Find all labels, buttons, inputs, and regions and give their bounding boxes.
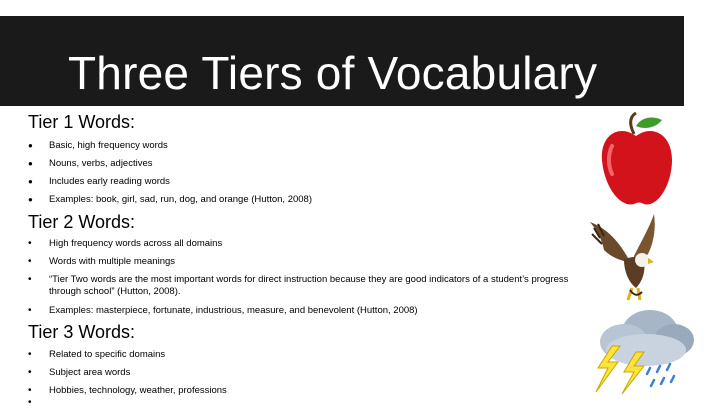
storm-cloud-icon (584, 302, 700, 402)
apple-icon (598, 112, 674, 210)
list-bullet: • (28, 397, 32, 408)
tier-3-heading: Tier 3 Words: (28, 322, 136, 342)
eagle-icon (584, 210, 680, 306)
slide-title: Three Tiers of Vocabulary (68, 47, 598, 99)
tier-2-heading: Tier 2 Words: (28, 212, 136, 232)
tier-1-heading: Tier 1 Words: (28, 112, 136, 132)
